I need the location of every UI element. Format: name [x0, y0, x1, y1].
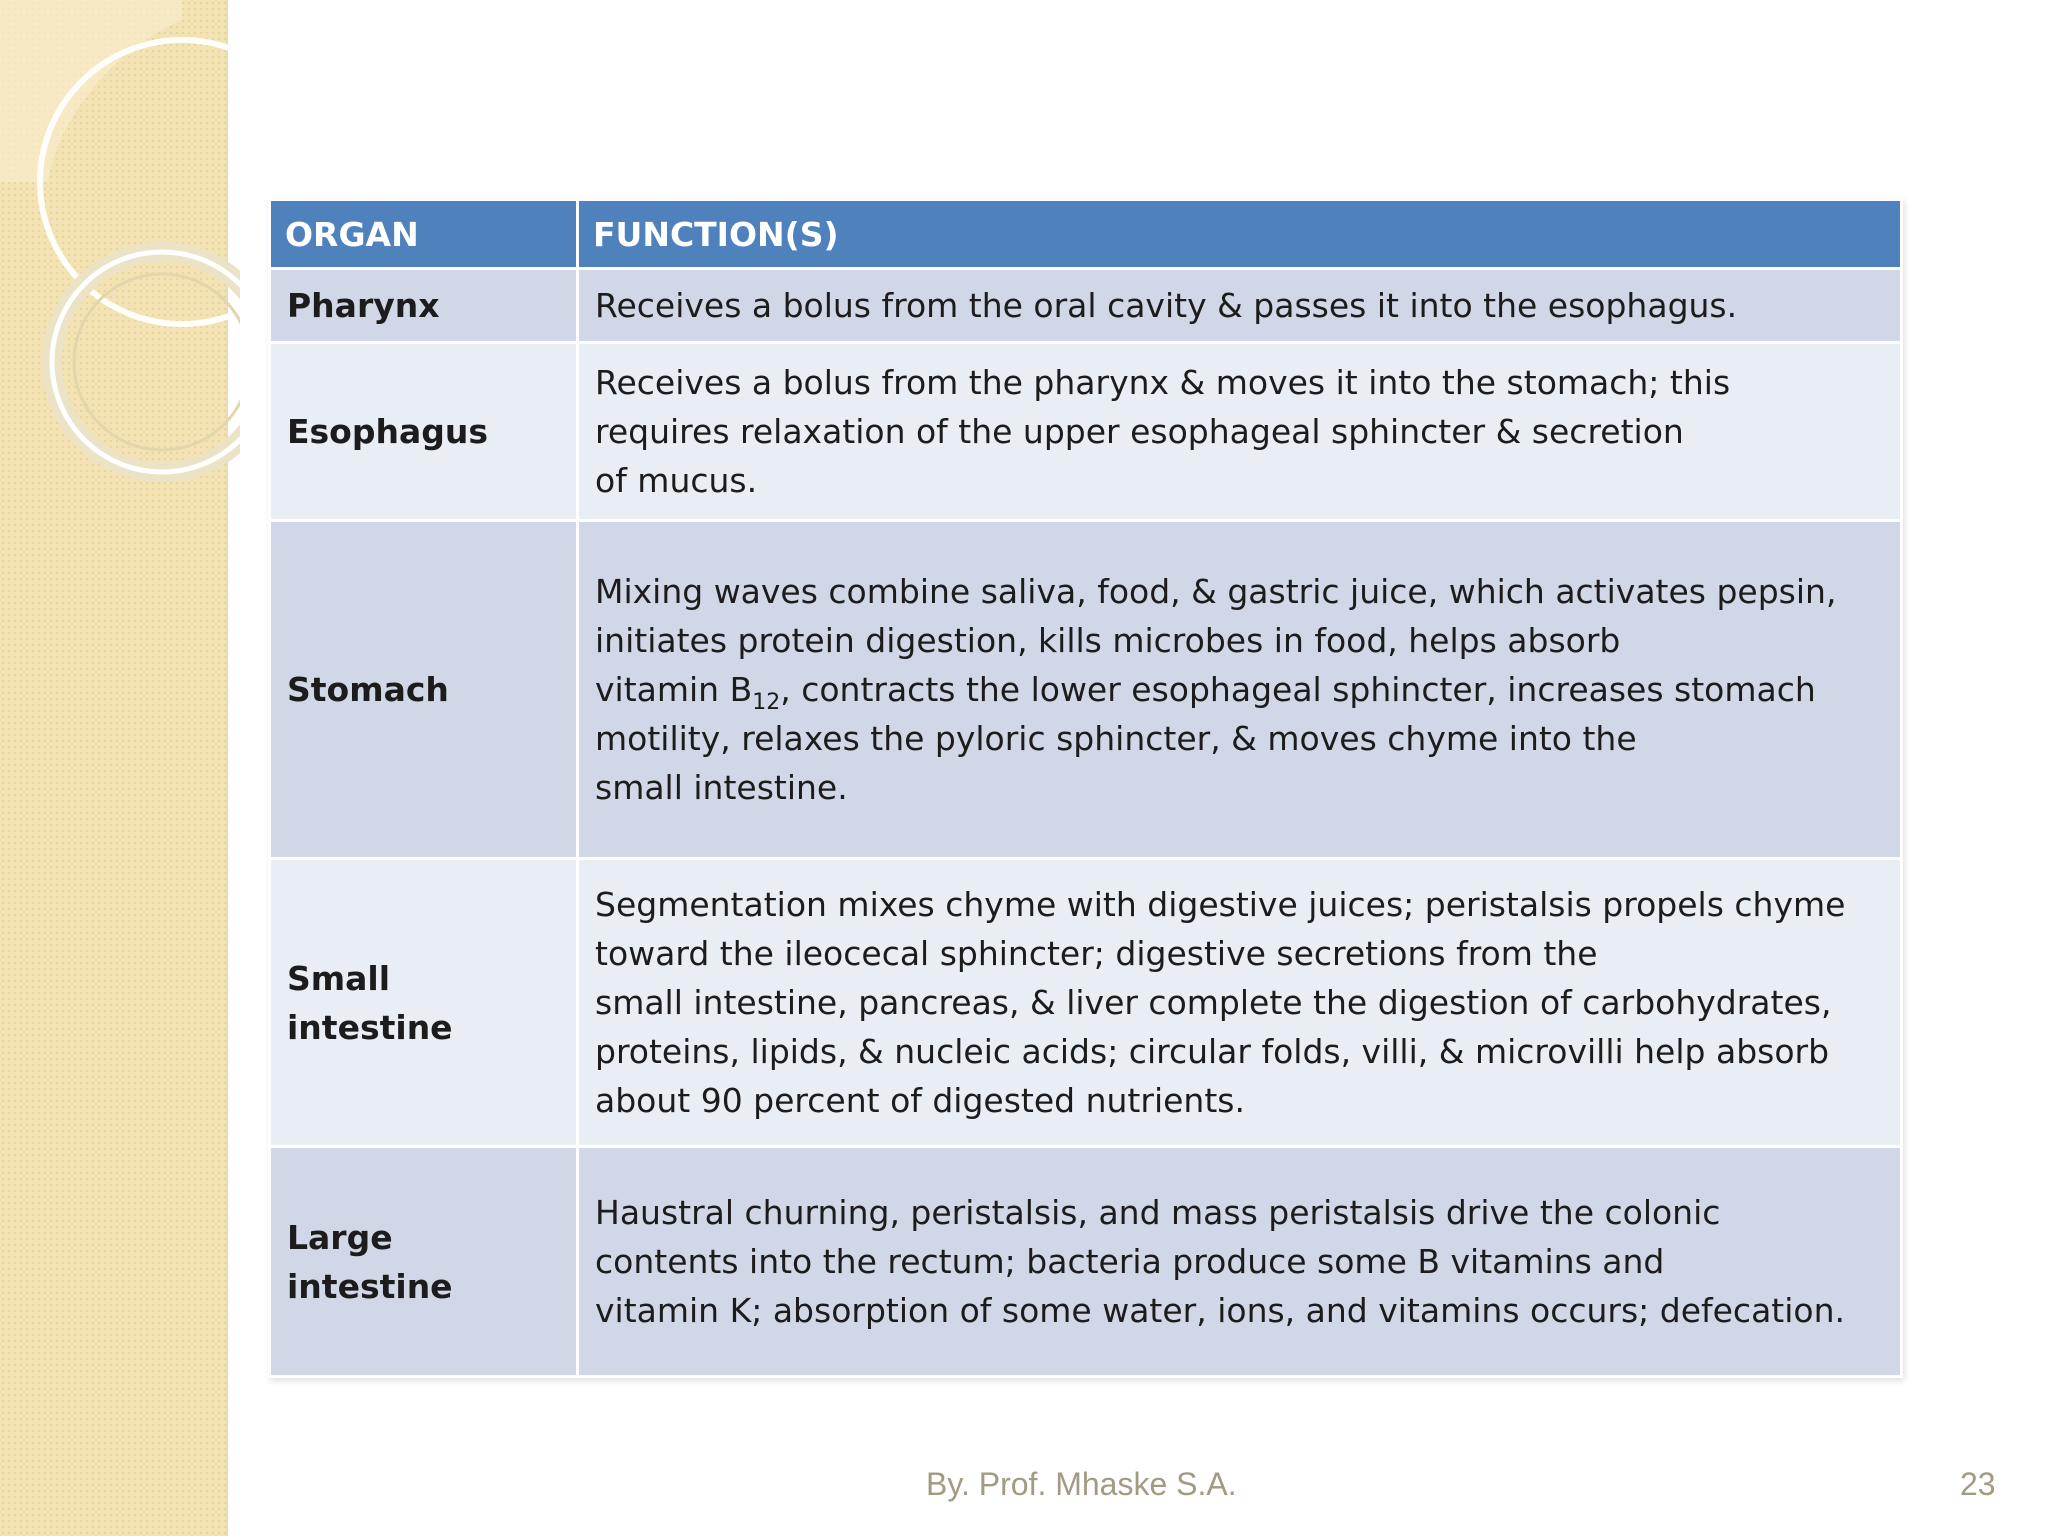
function-line: contents into the rectum; bacteria produce some B vitamins and: [595, 1242, 1665, 1281]
function-line: small intestine, pancreas, & liver complete the digestion of carbohydrates,: [595, 983, 1832, 1022]
table-row-pharynx: [270, 269, 1902, 343]
function-line: Receives a bolus from the oral cavity & passes it into the esophagus.: [595, 286, 1738, 325]
function-line: initiates protein digestion, kills microbes in food, helps absorb: [595, 621, 1621, 660]
function-cell: [578, 859, 1902, 1147]
function-line: [595, 665, 1884, 714]
function-line: of mucus.: [595, 461, 758, 500]
footer-author: By. Prof. Mhaske S.A.: [926, 1466, 1237, 1502]
function-line: small intestine.: [595, 768, 848, 807]
page-number: 23: [1960, 1466, 1996, 1502]
function-line-start: vitamin B: [595, 670, 753, 709]
table-header-row: [270, 200, 1902, 269]
function-line: proteins, lipids, & nucleic acids; circular folds, villi, & microvilli help absorb: [595, 1032, 1830, 1071]
organ-cell: Stomach: [270, 521, 578, 859]
function-line: Mixing waves combine saliva, food, & gastric juice, which activates pepsin,: [595, 572, 1837, 611]
function-line: toward the ileocecal sphincter; digestive secretions from the: [595, 934, 1598, 973]
function-column-header: FUNCTION(S): [578, 200, 1902, 269]
table-row-small-intestine: [270, 859, 1902, 1147]
function-line: Haustral churning, peristalsis, and mass peristalsis drive the colonic: [595, 1193, 1721, 1232]
organ-cell: Small intestine: [270, 859, 578, 1147]
organ-cell: Esophagus: [270, 343, 578, 521]
function-line: requires relaxation of the upper esophageal sphincter & secretion: [595, 412, 1684, 451]
digestive-organs-table: [268, 198, 1903, 1378]
organ-cell: Large intestine: [270, 1147, 578, 1377]
table-row-large-intestine: [270, 1147, 1902, 1377]
function-cell: [578, 269, 1902, 343]
function-cell: [578, 343, 1902, 521]
vitamin-subscript: 12: [752, 690, 781, 715]
function-line: motility, relaxes the pyloric sphincter, & moves chyme into the: [595, 719, 1637, 758]
function-cell: [578, 1147, 1902, 1377]
table-row-stomach: [270, 521, 1902, 859]
organ-cell: Pharynx: [270, 269, 578, 343]
function-line: Receives a bolus from the pharynx & moves it into the stomach; this: [595, 363, 1731, 402]
function-line: Segmentation mixes chyme with digestive juices; peristalsis propels chyme: [595, 885, 1846, 924]
function-line: vitamin K; absorption of some water, ions, and vitamins occurs; defecation.: [595, 1291, 1846, 1330]
table-row-esophagus: [270, 343, 1902, 521]
function-line: about 90 percent of digested nutrients.: [595, 1081, 1245, 1120]
decorative-rings: [0, 0, 240, 500]
organ-column-header: ORGAN: [270, 200, 578, 269]
function-line-end: , contracts the lower esophageal sphincter, increases stomach: [780, 670, 1816, 709]
function-cell: [578, 521, 1902, 859]
